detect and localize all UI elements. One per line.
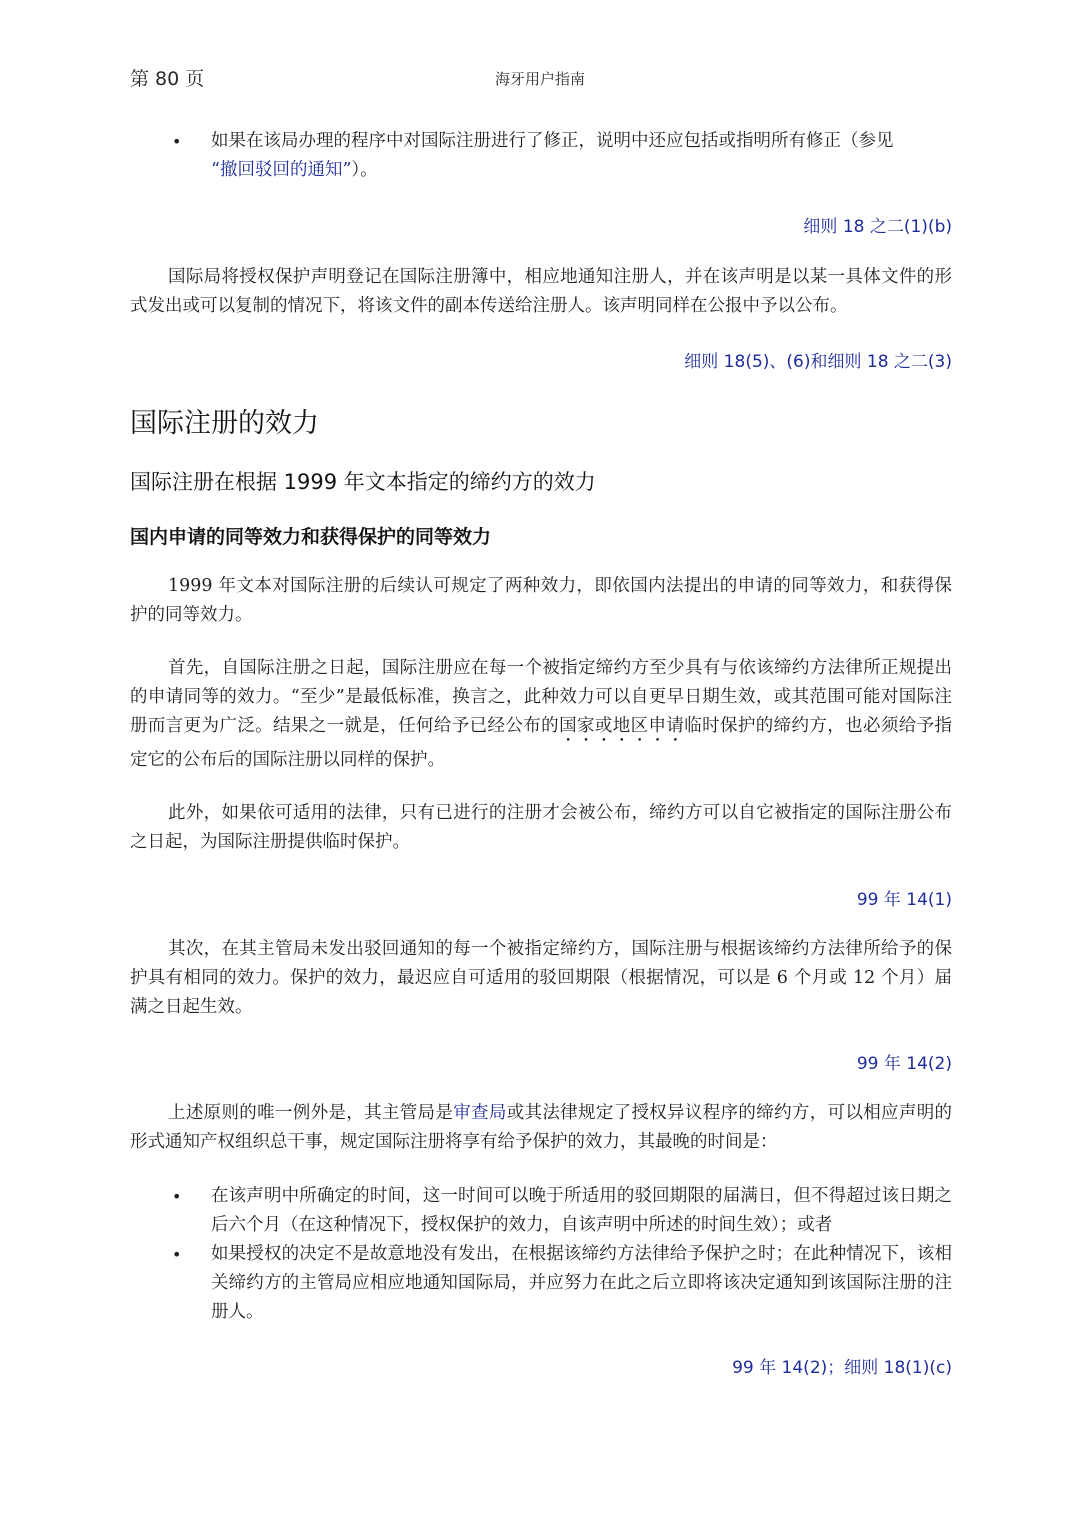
paragraph: 国际局将授权保护声明登记在国际注册簿中，相应地通知注册人，并在该声明是以某一具体文件的形式发出或可以复制的情况下，将该文件的副本传送给注册人。该声明同样在公报中予以公布。	[130, 267, 952, 316]
bullet-text: 在该声明中所确定的时间，这一时间可以晚于所适用的驳回期限的届满日，但不得超过该日期之后六个月（在这种情况下，授权保护的效力，自该声明中所述的时间生效）；或者	[211, 1186, 952, 1235]
running-title: 海牙用户指南	[494, 70, 585, 88]
bullet-icon: •	[172, 1187, 182, 1206]
paragraph: 此外，如果依可适用的法律，只有已进行的注册才会被公布，缔约方可以自它被指定的国际注册公布之日起，为国际注册提供临时保护。	[130, 803, 952, 852]
bullet-text: 如果在该局办理的程序中对国际注册进行了修正，说明中还应包括或指明所有修正（参见 “撤回驳回的通知”）。	[211, 131, 894, 180]
rule-reference: 99 年 14(1)	[856, 890, 952, 910]
bullet-text: 如果授权的决定不是故意地没有发出，在根据该缔约方法律给予保护之时；在此种情况下，该相关缔约方的主管局应相应地通知国际局，并应努力在此之后立即将该决定通知到该国际注册的注册人。	[211, 1244, 952, 1322]
rule-reference: 细则 18 之二(1)(b)	[803, 217, 952, 237]
bullet-icon: •	[172, 1245, 182, 1264]
emphasized-text: 国家或地区申请	[559, 716, 685, 736]
withdrawal-notice-link[interactable]: “撤回驳回的通知”	[211, 160, 352, 180]
rule-reference: 99 年 14(2)	[856, 1054, 952, 1074]
section-heading: 国际注册的效力	[130, 408, 319, 439]
subsection-heading: 国际注册在根据 1999 年文本指定的缔约方的效力	[130, 470, 596, 494]
rule-reference: 99 年 14(2)；细则 18(1)(c)	[732, 1358, 952, 1378]
paragraph: 其次，在其主管局未发出驳回通知的每一个被指定缔约方，国际注册与根据该缔约方法律所给予的保护具有相同的效力。保护的效力，最迟应自可适用的驳回期限（根据情况，可以是 6 个月或 12 个月）届满之日起生效。	[130, 939, 952, 1017]
page-header	[130, 64, 950, 94]
subsubsection-heading: 国内申请的同等效力和获得保护的同等效力	[130, 526, 492, 548]
page-number: 第 80 页	[130, 68, 205, 90]
paragraph: 上述原则的唯一例外是，其主管局是审查局或其法律规定了授权异议程序的缔约方，可以相应声明的形式通知产权组织总干事，规定国际注册将享有给予保护的效力，其最晚的时间是：	[130, 1103, 953, 1152]
paragraph: 1999 年文本对国际注册的后续认可规定了两种效力，即依国内法提出的申请的同等效力，和获得保护的同等效力。	[130, 576, 952, 625]
examining-office-link[interactable]: 审查局	[453, 1103, 507, 1123]
paragraph: 首先，自国际注册之日起，国际注册应在每一个被指定缔约方至少具有与依该缔约方法律所正规提出的申请同等的效力。“至少”是最低标准，换言之，此种效力可以自更早日期生效，或其范围可能对国际注册而言更为广泛。结果之一就是，任何给予已经公布的国家或地区申请临时保护的缔约方，也必须给予指定它的公布后的国际注册以同样的保护。	[130, 658, 953, 770]
rule-reference: 细则 18(5)、(6)和细则 18 之二(3)	[684, 352, 952, 372]
bullet-icon: •	[172, 132, 182, 151]
